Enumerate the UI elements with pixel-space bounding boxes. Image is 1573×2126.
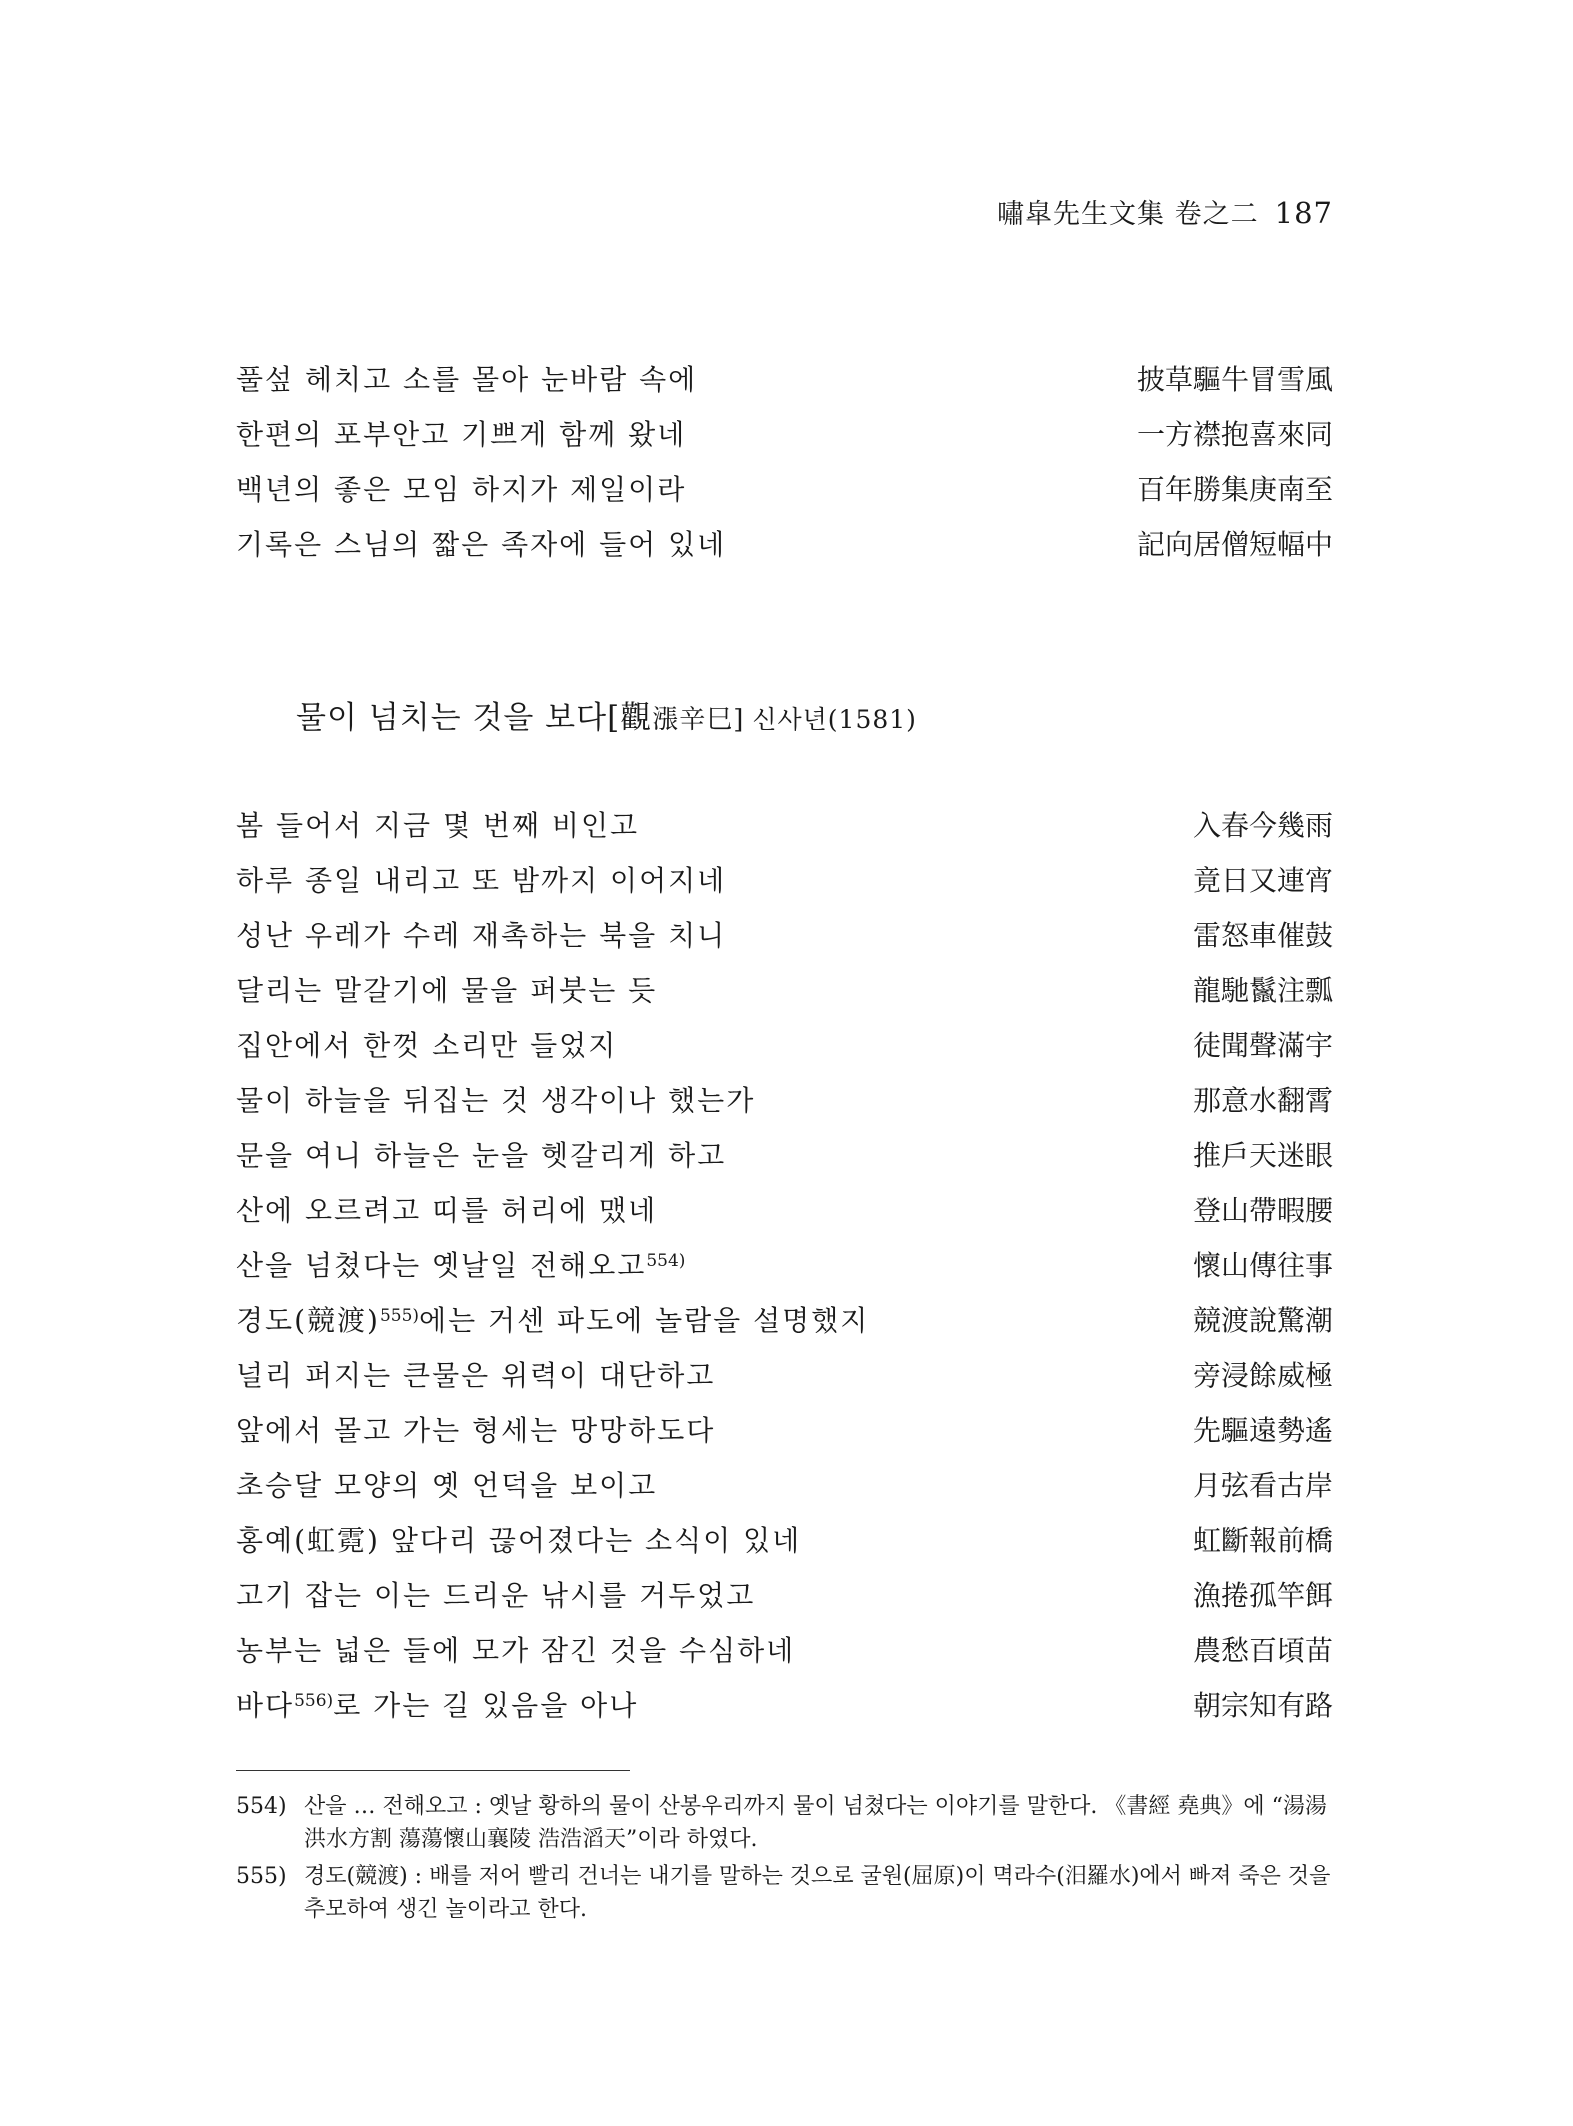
hanja-text: 旁浸餘威極 (1192, 1359, 1333, 1392)
korean-text (236, 1519, 801, 1559)
hanja-text: 先驅遠勢遙 (1192, 1414, 1333, 1447)
korean-text (236, 1354, 715, 1394)
korean-text-part: 물이 하늘을 뒤집는 것 생각이나 했는가 (236, 1084, 756, 1117)
hanja-text: 龍馳鬣注瓢 (1192, 974, 1333, 1007)
poem-line (236, 859, 1333, 914)
hanja-text: 一方襟抱喜來同 (1136, 418, 1333, 451)
running-header (997, 192, 1333, 231)
hanja-text: 竟日又連宵 (1192, 864, 1333, 897)
footnote-number: 554) (236, 1794, 287, 1819)
hanja-text: 推戶天迷眼 (1192, 1139, 1333, 1172)
poem-line (236, 1519, 1333, 1574)
poem-title (296, 692, 917, 737)
korean-text (236, 859, 726, 899)
korean-text-part: 로 가는 길 있음을 아나 (333, 1689, 639, 1722)
korean-text (236, 1574, 755, 1614)
footnote-separator (236, 1770, 630, 1771)
poem-title-hanja-open: [觀 (607, 700, 653, 736)
poem-title-hanja: 漲辛巳] (652, 705, 745, 735)
hanja-text: 競渡說驚潮 (1192, 1304, 1333, 1337)
poem-line (236, 1409, 1333, 1464)
poem-line (236, 1189, 1333, 1244)
korean-text-part: 널리 퍼지는 큰물은 위력이 대단하고 (236, 1359, 716, 1392)
korean-text (236, 1244, 685, 1284)
poem-line (236, 1684, 1333, 1739)
korean-text (236, 804, 639, 844)
korean-text (236, 1629, 795, 1669)
poem-line (236, 1134, 1333, 1189)
poem-title-year: 신사년(1581) (752, 705, 917, 734)
hanja-text: 漁捲孤竿餌 (1192, 1579, 1333, 1612)
hanja-text: 虹斷報前橋 (1192, 1524, 1333, 1557)
footnotes (236, 1790, 1341, 1930)
korean-text-part: 산을 넘쳤다는 옛날일 전해오고 (236, 1249, 647, 1282)
footnote-text: 산을 … 전해오고 : 옛날 황하의 물이 산봉우리까지 물이 넘쳤다는 이야기를 말한다. 《書經 堯典》에 “湯湯洪水方割 蕩蕩懷山襄陵 浩浩滔天”이라 하였다. (304, 1794, 1327, 1852)
korean-text (236, 1464, 657, 1504)
hanja-text: 入春今幾雨 (1192, 809, 1333, 842)
hanja-text: 雷怒車催鼓 (1192, 919, 1333, 952)
korean-text-part: 경도(競渡) (236, 1304, 380, 1337)
korean-text-part: 바다 (236, 1689, 295, 1722)
korean-text-part: 초승달 모양의 옛 언덕을 보이고 (236, 1469, 658, 1502)
hanja-text: 記向居僧短幅中 (1136, 528, 1333, 561)
hanja-text: 徒聞聲滿宇 (1192, 1029, 1333, 1062)
poem-line (236, 413, 1333, 468)
hanja-text: 百年勝集庚南至 (1136, 473, 1333, 506)
korean-text (236, 1684, 638, 1724)
korean-text (236, 914, 726, 954)
poem-line (236, 1244, 1333, 1299)
footnote-number: 555) (236, 1864, 287, 1889)
korean-text-part: 달리는 말갈기에 물을 퍼붓는 듯 (236, 974, 658, 1007)
footnote-ref-554[interactable]: 554) (646, 1251, 686, 1271)
korean-text-part: 하루 종일 내리고 또 밤까지 이어지네 (236, 864, 727, 897)
page-number: 187 (1274, 196, 1333, 230)
korean-text-part: 산에 오르려고 띠를 허리에 맸네 (236, 1194, 658, 1227)
poem-line (236, 468, 1333, 523)
hanja-text: 月弦看古岸 (1192, 1469, 1333, 1502)
korean-text-part: 집안에서 한껏 소리만 들었지 (236, 1029, 618, 1062)
korean-text (236, 969, 657, 1009)
book-title: 嘯皐先生文集 卷之二 (997, 199, 1259, 230)
hanja-text: 披草驅牛冒雪風 (1136, 363, 1333, 396)
poem-2 (236, 804, 1333, 1739)
korean-text (236, 1024, 617, 1064)
korean-text-part: 에는 거센 파도에 놀람을 설명했지 (419, 1304, 870, 1337)
korean-text: 기록은 스님의 짧은 족자에 들어 있네 (236, 528, 727, 561)
korean-text-part: 봄 들어서 지금 몇 번째 비인고 (236, 809, 640, 842)
hanja-text: 農愁百頃苗 (1192, 1634, 1333, 1667)
footnote-ref-555[interactable]: 555) (379, 1306, 420, 1326)
poem-line (236, 1079, 1333, 1134)
poem-line (236, 358, 1333, 413)
korean-text-part: 앞에서 몰고 가는 형세는 망망하도다 (236, 1414, 716, 1447)
korean-text (236, 1079, 755, 1119)
poem-line (236, 1299, 1333, 1354)
korean-text (236, 1409, 715, 1449)
korean-text (236, 1189, 657, 1229)
korean-text: 백년의 좋은 모임 하지가 제일이라 (236, 473, 687, 506)
poem-line (236, 969, 1333, 1024)
poem-line (236, 1024, 1333, 1079)
footnote-ref-556[interactable]: 556) (294, 1691, 334, 1711)
korean-text: 한편의 포부안고 기쁘게 함께 왔네 (236, 418, 687, 451)
poem-line (236, 523, 1333, 578)
korean-text-part: 성난 우레가 수레 재촉하는 북을 치니 (236, 919, 727, 952)
poem-line (236, 914, 1333, 969)
hanja-text: 懷山傳往事 (1192, 1249, 1333, 1282)
korean-text-part: 농부는 넓은 들에 모가 잠긴 것을 수심하네 (236, 1634, 796, 1667)
poem-line (236, 804, 1333, 859)
hanja-text: 朝宗知有路 (1192, 1689, 1333, 1722)
korean-text: 풀섶 헤치고 소를 몰아 눈바람 속에 (236, 363, 698, 396)
korean-text-part: 홍예(虹霓) 앞다리 끊어졌다는 소식이 있네 (236, 1524, 802, 1557)
korean-text (236, 1134, 726, 1174)
korean-text-part: 문을 여니 하늘은 눈을 헷갈리게 하고 (236, 1139, 727, 1172)
hanja-text: 登山帶暇腰 (1192, 1194, 1333, 1227)
hanja-text: 那意水翻霄 (1192, 1084, 1333, 1117)
korean-text (236, 1299, 869, 1339)
poem-line (236, 1354, 1333, 1409)
poem-line (236, 1629, 1333, 1684)
footnote-text: 경도(競渡) : 배를 저어 빨리 건너는 내기를 말하는 것으로 굴원(屈原)이 멱라수(汨羅水)에서 빠져 죽은 것을 추모하여 생긴 놀이라고 한다. (304, 1864, 1331, 1922)
poem-line (236, 1464, 1333, 1519)
korean-text-part: 고기 잡는 이는 드리운 낚시를 거두었고 (236, 1579, 756, 1612)
poem-title-korean: 물이 넘치는 것을 보다 (296, 700, 608, 736)
footnote-555 (236, 1860, 1341, 1926)
footnote-554 (236, 1790, 1341, 1856)
poem-line (236, 1574, 1333, 1629)
poem-1 (236, 358, 1333, 578)
